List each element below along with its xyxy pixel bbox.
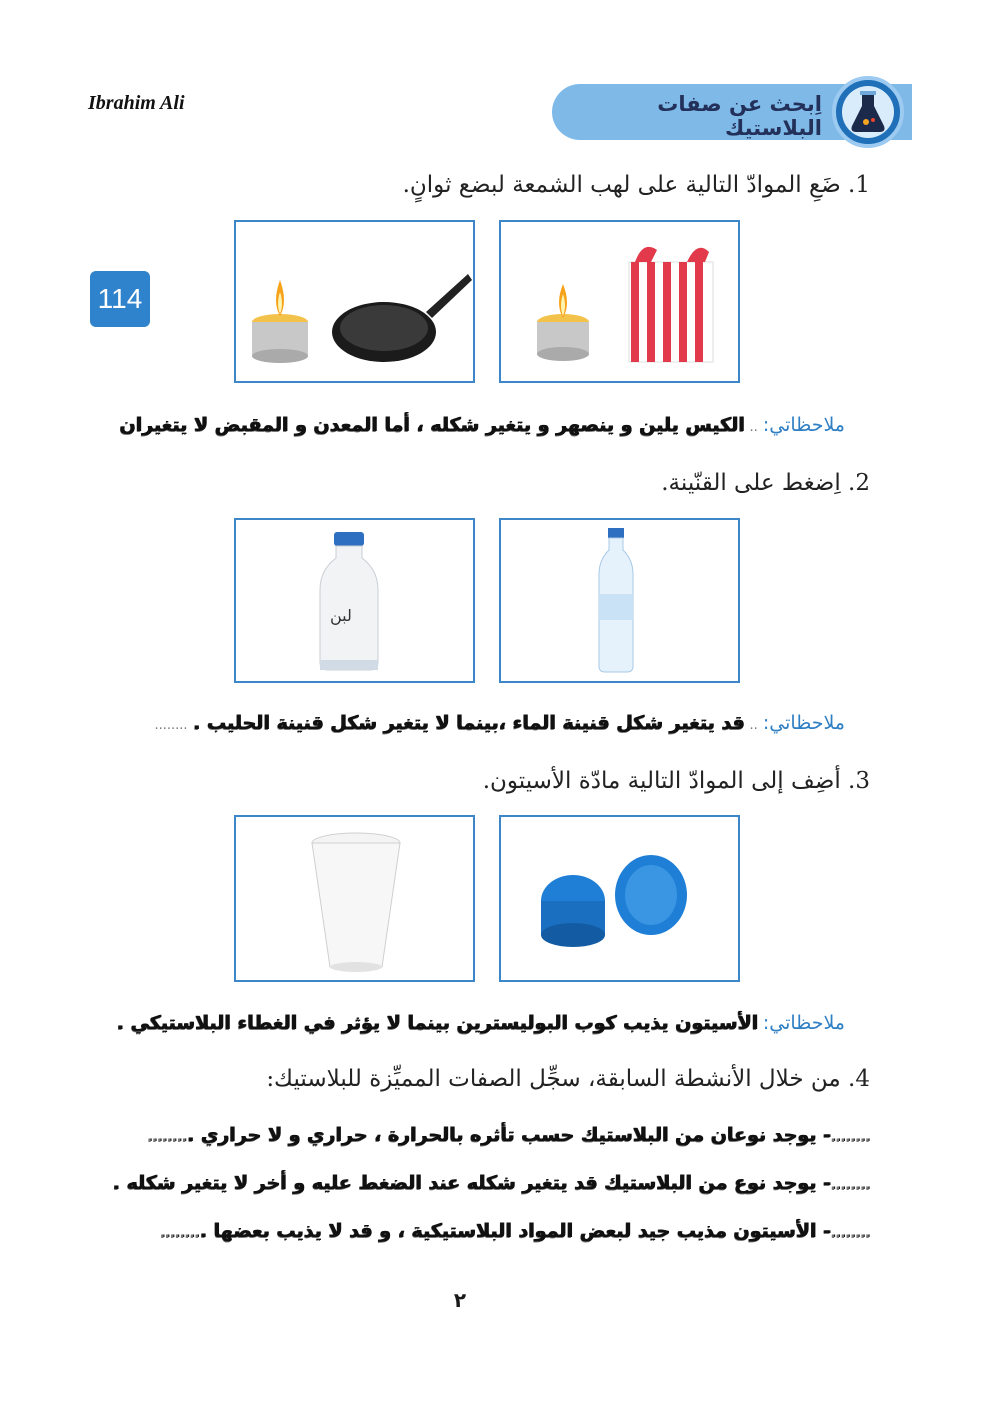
image-bag-candle — [499, 220, 740, 383]
observation-label: ملاحظاتي: — [762, 414, 845, 436]
page-number: ٢ — [453, 1288, 467, 1312]
observation-label: ملاحظاتي: — [762, 1012, 845, 1034]
step-1-instruction: 1. ضَعِ الموادّ التالية على لهب الشمعة لبضع ثوانٍ. — [402, 172, 870, 198]
observation-text: قد يتغير شكل قنينة الماء ،بينما لا يتغير شكل قنينة الحليب . — [192, 712, 745, 734]
image-pan-candle — [234, 220, 475, 383]
image-milk-bottle — [234, 518, 475, 683]
page-title: اِبحث عن صفات البلاستيك — [657, 92, 822, 140]
observation-1: ملاحظاتي: .. الكيس يلين و ينصهر و يتغير شكله ، أما المعدن و المقبض لا يتغيران — [118, 414, 845, 436]
page-badge: 114 — [90, 271, 150, 327]
property-1: ........- يوجد نوعان من البلاستيك حسب تأثره بالحرارة ، حراري و لا حراري ......... — [147, 1124, 870, 1146]
property-2: ........- يوجد نوع من البلاستيك قد يتغير شكله عند الضغط عليه و أخر لا يتغير شكله . — [112, 1172, 870, 1194]
observation-text: الأسيتون يذيب كوب البوليسترين بينما لا يؤثر في الغطاء البلاستيكي . — [116, 1012, 758, 1034]
property-text: - يوجد نوعان من البلاستيك حسب تأثره بالحرارة ، حراري و لا حراري . — [186, 1124, 831, 1146]
observation-text: الكيس يلين و ينصهر و يتغير شكله ، أما المعدن و المقبض لا يتغيران — [118, 414, 745, 436]
author-name: Ibrahim Ali — [88, 92, 185, 114]
observation-2: ملاحظاتي: .. قد يتغير شكل قنينة الماء ،بينما لا يتغير شكل قنينة الحليب . ........ — [154, 712, 845, 734]
step-3-instruction: 3. أضِف إلى الموادّ التالية مادّة الأسيتون. — [482, 768, 870, 794]
property-3: ........- الأسيتون مذيب جيد لبعض المواد البلاستيكية ، و قد لا يذيب بعضها ......... — [159, 1220, 870, 1242]
property-text: - يوجد نوع من البلاستيك قد يتغير شكله عند الضغط عليه و أخر لا يتغير شكله . — [112, 1172, 831, 1194]
image-bottle-caps — [499, 815, 740, 982]
observation-3 — [60, 1012, 845, 1034]
step-4-instruction: 4. من خلال الأنشطة السابقة، سجِّل الصفات المميِّزة للبلاستيك: — [266, 1066, 870, 1092]
flask-icon — [832, 76, 904, 148]
image-foam-cup — [234, 815, 475, 982]
observation-label: ملاحظاتي: — [762, 712, 845, 734]
image-water-bottle — [499, 518, 740, 683]
step-2-instruction: 2. اِضغط على القنّينة. — [661, 470, 870, 496]
milk-bottle-label: لبن — [330, 606, 352, 625]
property-text: - الأسيتون مذيب جيد لبعض المواد البلاستيكية ، و قد لا يذيب بعضها . — [199, 1220, 831, 1242]
